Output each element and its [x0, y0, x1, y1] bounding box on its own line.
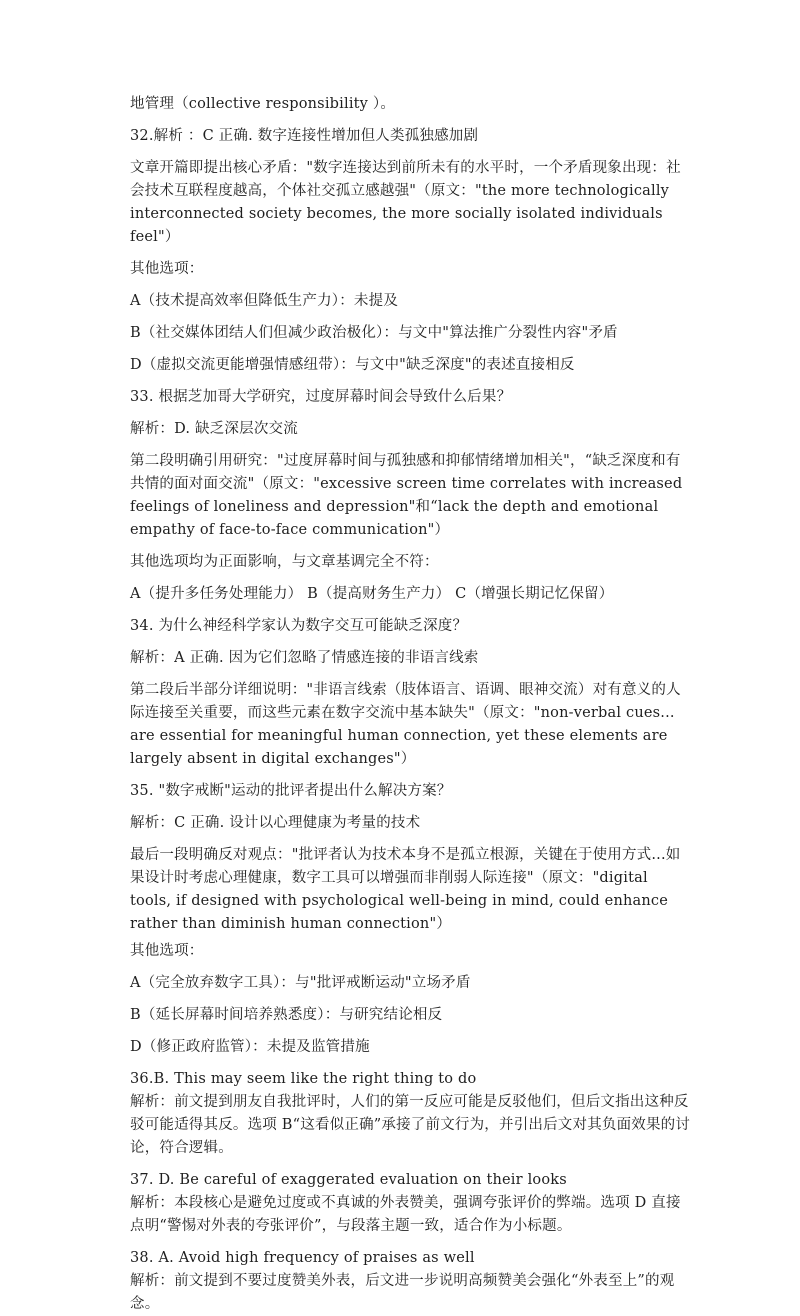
explanation-paragraph: 解析：前文提到不要过度赞美外表，后文进一步说明高频赞美会强化“外表至上”的观念。 — [130, 1273, 675, 1312]
option-line: A（完全放弃数字工具）：与"批评戒断运动"立场矛盾 — [130, 975, 471, 991]
explanation-paragraph: 文章开篇即提出核心矛盾："数字连接达到前所未有的水平时，一个矛盾现象出现：社会技术互联程度越高，个体社交孤立感越强"（原文："the more technologically interconnected society becomes, the more socially isolated individuals feel"） — [130, 160, 681, 245]
explanation-paragraph: 解析：本段核心是避免过度或不真诚的外表赞美，强调夸张评价的弊端。选项 D 直接点明“警惕对外表的夸张评价”，与段落主题一致，适合作为小标题。 — [130, 1195, 681, 1234]
answer-heading: 解析：A 正确. 因为它们忽略了情感连接的非语言线索 — [130, 650, 479, 666]
option-line: B（社交媒体团结人们但减少政治极化）：与文中"算法推广分裂性内容"矛盾 — [130, 325, 618, 341]
text-line: 其他选项： — [130, 943, 204, 959]
answer-heading: 解析：C 正确. 设计以心理健康为考量的技术 — [130, 815, 421, 831]
option-line: B（延长屏幕时间培养熟悉度）：与研究结论相反 — [130, 1007, 443, 1023]
question-heading: 37. D. Be careful of exaggerated evaluation on their looks — [130, 1172, 567, 1188]
explanation-paragraph: 第二段后半部分详细说明："非语言线索（肢体语言、语调、眼神交流）对有意义的人际连接至关重要，而这些元素在数字交流中基本缺失"（原文："non-verbal cues... are essential for meaningful human connection, yet these elements are largely absent in digital exchanges"） — [130, 682, 681, 767]
answer-heading: 32.解析 ：C 正确. 数字连接性增加但人类孤独感加剧 — [130, 128, 479, 144]
explanation-paragraph: 解析：前文提到朋友自我批评时，人们的第一反应可能是反驳他们，但后文指出这种反驳可能适得其反。选项 B“这看似正确”承接了前文行为，并引出后文对其负面效果的讨论，符合逻辑。 — [130, 1094, 691, 1156]
text-line: 地管理（collective responsibility ）。 — [130, 96, 396, 112]
option-line: D（修正政府监管）：未提及监管措施 — [130, 1039, 370, 1055]
option-line: A（技术提高效率但降低生产力）：未提及 — [130, 293, 399, 309]
option-line: D（虚拟交流更能增强情感纽带）：与文中"缺乏深度"的表述直接相反 — [130, 357, 575, 373]
question-heading: 35. "数字戒断"运动的批评者提出什么解决方案？ — [130, 783, 452, 799]
text-line: 其他选项均为正面影响，与文章基调完全不符： — [130, 554, 439, 570]
question-heading: 36.B. This may seem like the right thing to do — [130, 1071, 477, 1087]
question-heading: 34. 为什么神经科学家认为数字交互可能缺乏深度？ — [130, 618, 468, 634]
explanation-paragraph: 最后一段明确反对观点："批评者认为技术本身不是孤立根源，关键在于使用方式...如果设计时考虑心理健康，数字工具可以增强而非削弱人际连接"（原文："digital tools, if designed with psychological well-being in mind, could enhance rather than diminish human connection"） — [130, 847, 681, 932]
question-heading: 33. 根据芝加哥大学研究，过度屏幕时间会导致什么后果？ — [130, 389, 512, 405]
explanation-paragraph: 第二段明确引用研究："过度屏幕时间与孤独感和抑郁情绪增加相关"，“缺乏深度和有共情的面对面交流"（原文："excessive screen time correlates with increased feelings of loneliness and depression"和“lack the depth and emotional empathy of face-to-face communication"） — [130, 453, 683, 538]
question-heading: 38. A. Avoid high frequency of praises as well — [130, 1250, 475, 1266]
answer-heading: 解析：D. 缺乏深层次交流 — [130, 421, 298, 437]
text-line: 其他选项： — [130, 261, 204, 277]
option-line: A（提升多任务处理能力） B（提高财务生产力） C（增强长期记忆保留） — [130, 586, 614, 602]
